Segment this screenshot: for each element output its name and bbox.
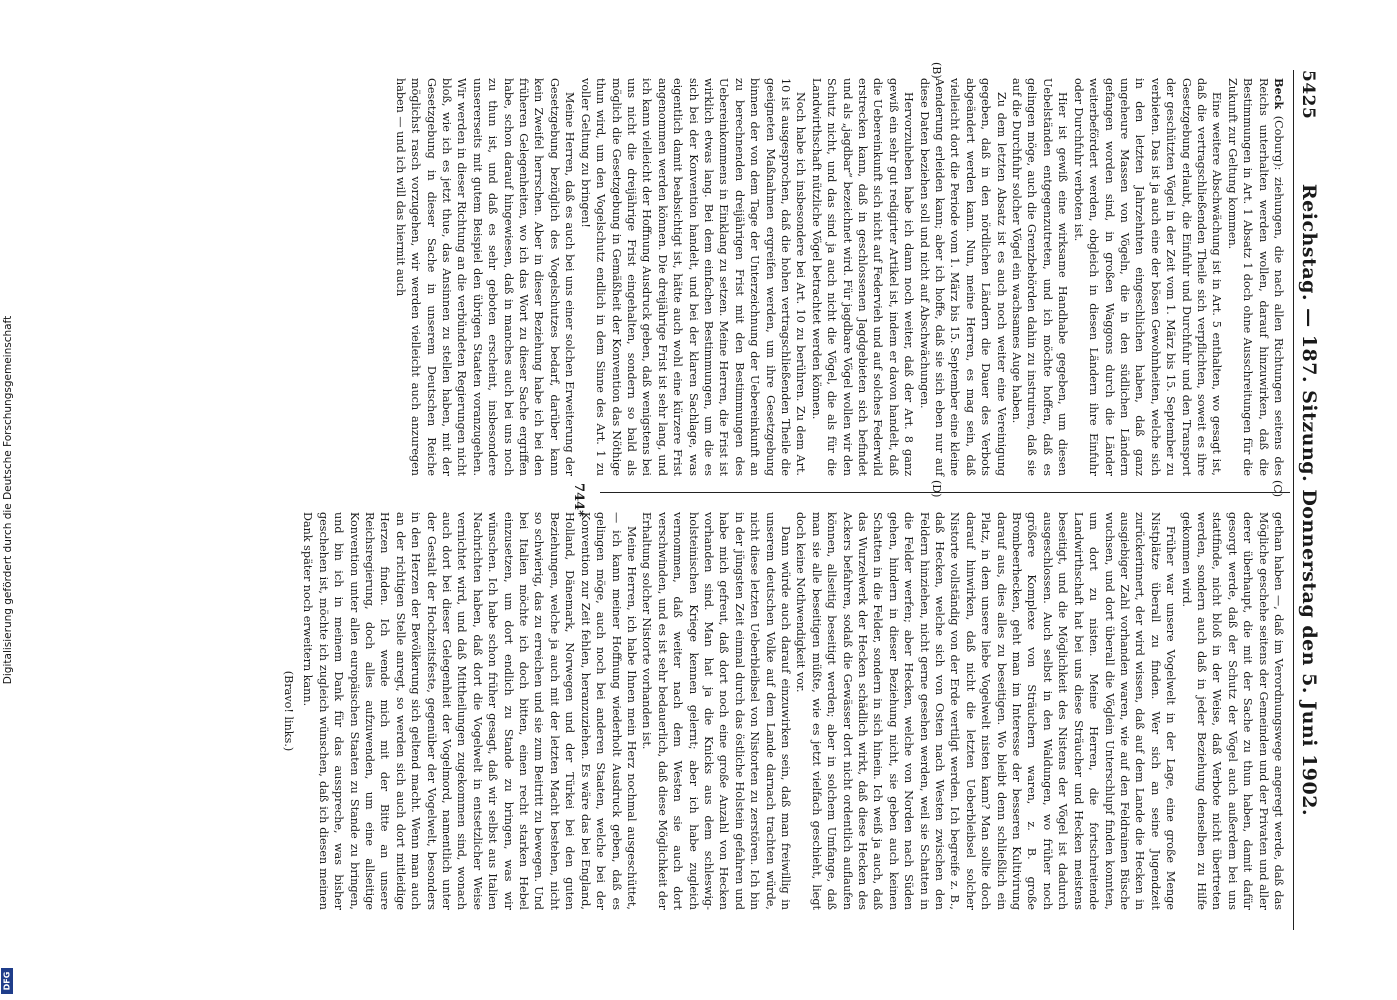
paragraph-text: ziehungen, die nach allen Richtungen seitens des Reichs unterhalten werden wollen, darauf hinzuwirken, daß die Bestimmungen in Art. 1 Absatz 1 doch ohne Ausschreitungen für die Zukunft zur Geltung kommen. (1225, 78, 1285, 477)
paragraph: Meine Herren, ich habe Ihnen mein Herz nochmal ausgeschüttet, — ich kann meiner Hoffnung wiederholt Ausdruck geben, daß es gelingen möge, auch noch bei anderen Staaten, welche bei der Konvention zur Zeit fehlen, heranzuziehen. Es wäre das bei England, Holland, Dänemark, Norwegen und der Türkei bei den guten Beziehungen, welche ja auch mit der letzten Macht bestehen, nicht so schwierig, das zu erreichen und sie zum Beitritt zu bewegen. Und bei Italien möchte ich doch bitten, einen recht starken Hebel einzusetzen, um dort endlich zu Stande zu bringen, was wir wünschen. Ich habe schon früher gesagt, daß wir selbst aus Italien Nachrichten haben, daß dort die Vogelwelt in entsetzlicher Weise vernichtet wird, und daß Mittheilungen zugekommen sind, wonach auch dort bei dieser Gelegenheit der Vogelmord, namentlich unter der Gestalt der Hochzeitsfeste, gegenüber der Vogelwelt, besonders in den Herzen der Bevölkerung sich geltend macht. Wenn man auch an der richtigen Stelle anregt, so werden sich auch dort mitleidige Herzen finden. Ich wende mich mit der Bitte an unsere Reichsregierung, doch alles aufzuwenden, um eine allseitige Konvention unter allen europäischen Staaten zu Stande zu bringen, und bin ich in meinem Dank für das ausspreche, was bisher geschehen ist, möchte ich zugleich wünschen, daß ich diesen meinen Dank später noch erweitern kann. (301, 512, 638, 910)
paragraph: Dann würde auch darauf einzuwirken sein, daß man freiwillig in unserem deutschen Volke auf dem Lande darnach trachten würde, nicht diese letzten Ueberbleibsel von Nistorten zu zerstören. Ich bin in der jüngsten Zeit einmal durch das östliche Holstein gefahren und habe mich gefreut, daß dort noch eine große Anzahl von Hecken vorhanden sind. Man hat ja die Knicks aus dem schleswig-holsteinischen Kriege kennen gelernt; aber ich habe zugleich vernommen, daß weiter nach dem Westen sie auch dort verschwinden, und es ist sehr bedauerlich, daß diese Möglichkeit der Erhaltung solcher Nistorte vorhanden ist. (640, 512, 792, 910)
page-number-header: 5425 (1298, 70, 1318, 120)
paragraph: Früher war unsere Vogelwelt in der Lage, eine große Menge Nistplätze überall zu finden. Wer sich an seine Jugendzeit zurückerinnert, der wird wissen, daß auf dem Lande die Hecken in ausgiebiger Zahl vorhanden waren, wie auf den Feldrainen Büsche wuchsen, und dort überall die Vöglein Unterschlupf finden konnten, um dort zu nisten. Meine Herren, die fortschreitende Landwirthschaft hat bei uns diese Sträucher und Hecken meistens beseitigt, und die Möglichkeit des Nistens der Vögel ist dadurch ausgeschlossen. Auch selbst in den Waldungen, wo früher noch größere Komplexe von Sträuchern waren, z. B. große Brombeerhecken, geht man im Interesse der besseren Kultivirung darauf aus, dies alles zu beseitigen. Wo bleibt denn schließlich ein Platz, in dem unsere liebe Vogelwelt nisten kann? Man sollte doch darauf hinwirken, daß nicht die letzten Ueberbleibsel solcher Nistorte vollständig von der Erde vertilgt werden. Ich begreife z. B., daß Hecken, welche sich von Osten nach Westen zwischen den Feldern hinziehen, nicht gerne gesehen werden, weil sie Schatten in die Felder werfen; aber Hecken, welche von Norden nach Süden gehen, hindern in dieser Beziehung nicht, sie geben auch keinen Schatten in die Felder, sondern in sich hinein. Ich weiß ja auch, daß das Wurzelwerk der Hecken schädlich wirkt, daß diese Hecken des Ackers befahren, sodaß die Gewässer dort nicht ordentlich auflaufen können, allseitig beseitigt werden; aber in solchem Umfange, daß man sie alle beseitigen müßte, wie es jetzt vielfach geschieht, liegt doch keine Nothwendigkeit vor. (794, 512, 1178, 910)
column-divider (600, 492, 1290, 493)
right-text-column (281, 512, 1286, 910)
rotated-document-page (68, 60, 1328, 940)
paragraph: Zu dem letzten Absatz ist es auch noch weiter eine Vereinigung gegeben, daß in den nördlichen Ländern die Dauer des Verbots abgeändert werden kann. Nun, meine Herren, es mag sein, daß vielleicht dort die Periode vom 1. März bis 15. September eine kleine Aenderung erleiden kann; aber ich hoffe, daß sie sich eben nur auf diese Daten beziehen soll und nicht auf Abschwächungen. (917, 78, 1008, 476)
margin-marker-d: (D) (930, 480, 943, 498)
session-title: Reichstag. — 187. Sitzung. Donnerstag den 5. Juni 1902. (1298, 183, 1320, 817)
paragraph: Hier ist gewiß eine wirksame Handhabe gegeben, um diesen Uebelständen entgegenzutreten, und ich möchte hoffen, daß es gelingen möge, auch die Grenzbehörden dahin zu instruiren, daß sie auf die Durchfuhr solcher Vögel ein wachsames Auge haben. (1010, 78, 1070, 476)
paragraph: Eine weitere Abschwächung ist in Art. 5 enthalten, wo gesagt ist, daß die vertragschließenden Theile sich verpflichten, soweit es ihre Gesetzgebung erlaubt, die Einfuhr und Durchfuhr und den Transport der geschützten Vögel in der Zeit vom 1. März bis 15. September zu verbieten. Das ist ja auch eine der bösen Gewohnheiten, welche sich in den letzten Jahrzehnten eingeschlichen haben, daß ganz ungeheure Massen von Vögeln, die in den südlichen Ländern gefangen worden sind, in großen Waggons durch die Länder weiterbefördert werden, obgleich in diesen Ländern ihre Einfuhr oder Durchfuhr verboten ist. (1071, 78, 1224, 476)
paragraph (1224, 78, 1286, 476)
left-text-column (392, 78, 1286, 476)
page-number-footer: 744* (571, 483, 586, 517)
paragraph: Meine Herren, daß es auch bei uns einer solchen Erweiterung der Gesetzgebung bezüglich des Vogelschutzes bedarf, darüber kann kein Zweifel herrschen. Aber in dieser Beziehung habe ich bei den früheren Gelegenheiten, wo ich das Wort zu dieser Sache ergriffen habe, schon darauf hingewiesen, daß in manches auch bei uns noch zu thun ist, und daß es sehr geboten erscheint, insbesondere unsererseits mit gutem Beispiel den übrigen Staaten voranzugehen. Wir werden in dieser Richtung an die verbündeten Regierungen nicht bloß, wie ich es jetzt thue, das Ansinnen zu stellen haben, mit der Gesetzgebung in dieser Sache in unserem Deutschen Reiche möglichst rasch vorzugehen, wir werden vielleicht auch anzuregen haben — und ich will das hiermit auch (393, 78, 577, 476)
dfg-logo-icon (1, 968, 13, 994)
page-header (1292, 70, 1322, 930)
header-rule (1293, 70, 1294, 930)
applause-note: (Bravo! links.) (282, 670, 295, 752)
paragraph: gethan haben —, daß im Verordnungswege angeregt werde, daß das Mögliche geschehe seitens der Gemeinden und der Privaten und aller derer überhaupt, die mit der Sache zu thun haben, damit dafür gesorgt werde, daß der Schutz der Vögel auch außerdem bei uns stattfinde, nicht bloß in der Weise, daß Verbote nicht übertreten werden, sondern auch daß in jeder Beziehung denselben zu Hilfe gekommen wird. (1179, 512, 1285, 910)
digitization-credit-text: Digitalisierung gefördert durch die Deutsche Forschungsgemeinschaft (2, 315, 14, 685)
dfg-logo-text: DFG (2, 971, 12, 991)
margin-marker-c: (C) (1271, 480, 1284, 497)
margin-marker-b: (B) (930, 62, 943, 79)
speaker-note: (Coburg): (1272, 115, 1285, 171)
digitization-credit-sidebar (1, 0, 15, 1000)
speaker-name: Beck (1272, 78, 1286, 110)
paragraph: Hervorzuheben habe ich dann noch weiter, daß der Art. 8 ganz gewiß ein sehr gut redigirter Artikel ist, indem er davon handelt, daß die Uebereinkunft sich nicht auf Federvieh und auf solches Federwild erstrecken kann, daß in geschlossenen Jagdgebieten sich befindet und als „jagdbar“ bezeichnet wird. Für jagdbare Vögel wollen wir den Schutz nicht, und das sind ja auch nicht die Vögel, die als für die Landwirthschaft nützliche Vögel betrachtet werden können. (809, 78, 916, 476)
paragraph: Noch habe ich insbesondere bei Art. 10 zu berühren. Zu dem Art. 10 ist ausgesprochen, daß die hohen vertragschließenden Theile die geeigneten Maßnahmen ergreifen werden, um ihre Gesetzgebung binnen der von dem Tage der Unterzeichnung der Uebereinkunft an zu berechnenden dreijährigen Frist mit den Bestimmungen des Uebereinkommens in Einklang zu setzen. Meine Herren, die Frist ist wirklich etwas lang. Bei dem einfachen Bestimmungen, um die es sich bei der Konvention handelt, und bei der klaren Sachlage, was eigentlich damit beabsichtigt ist, hätte auch wohl eine kürzere Frist angenommen werden können. Die dreijährige Frist ist sehr lang, und ich kann vielleicht der Hoffnung Ausdruck geben, daß wenigstens bei uns nicht die dreijährige Frist eingehalten, sondern so bald als möglich die Gesetzgebung in Gemäßheit der Konvention das Nöthige thun wird, um den Vogelschutz endlich in dem Sinne des Art. 1 zu voller Geltung zu bringen! (578, 78, 808, 476)
